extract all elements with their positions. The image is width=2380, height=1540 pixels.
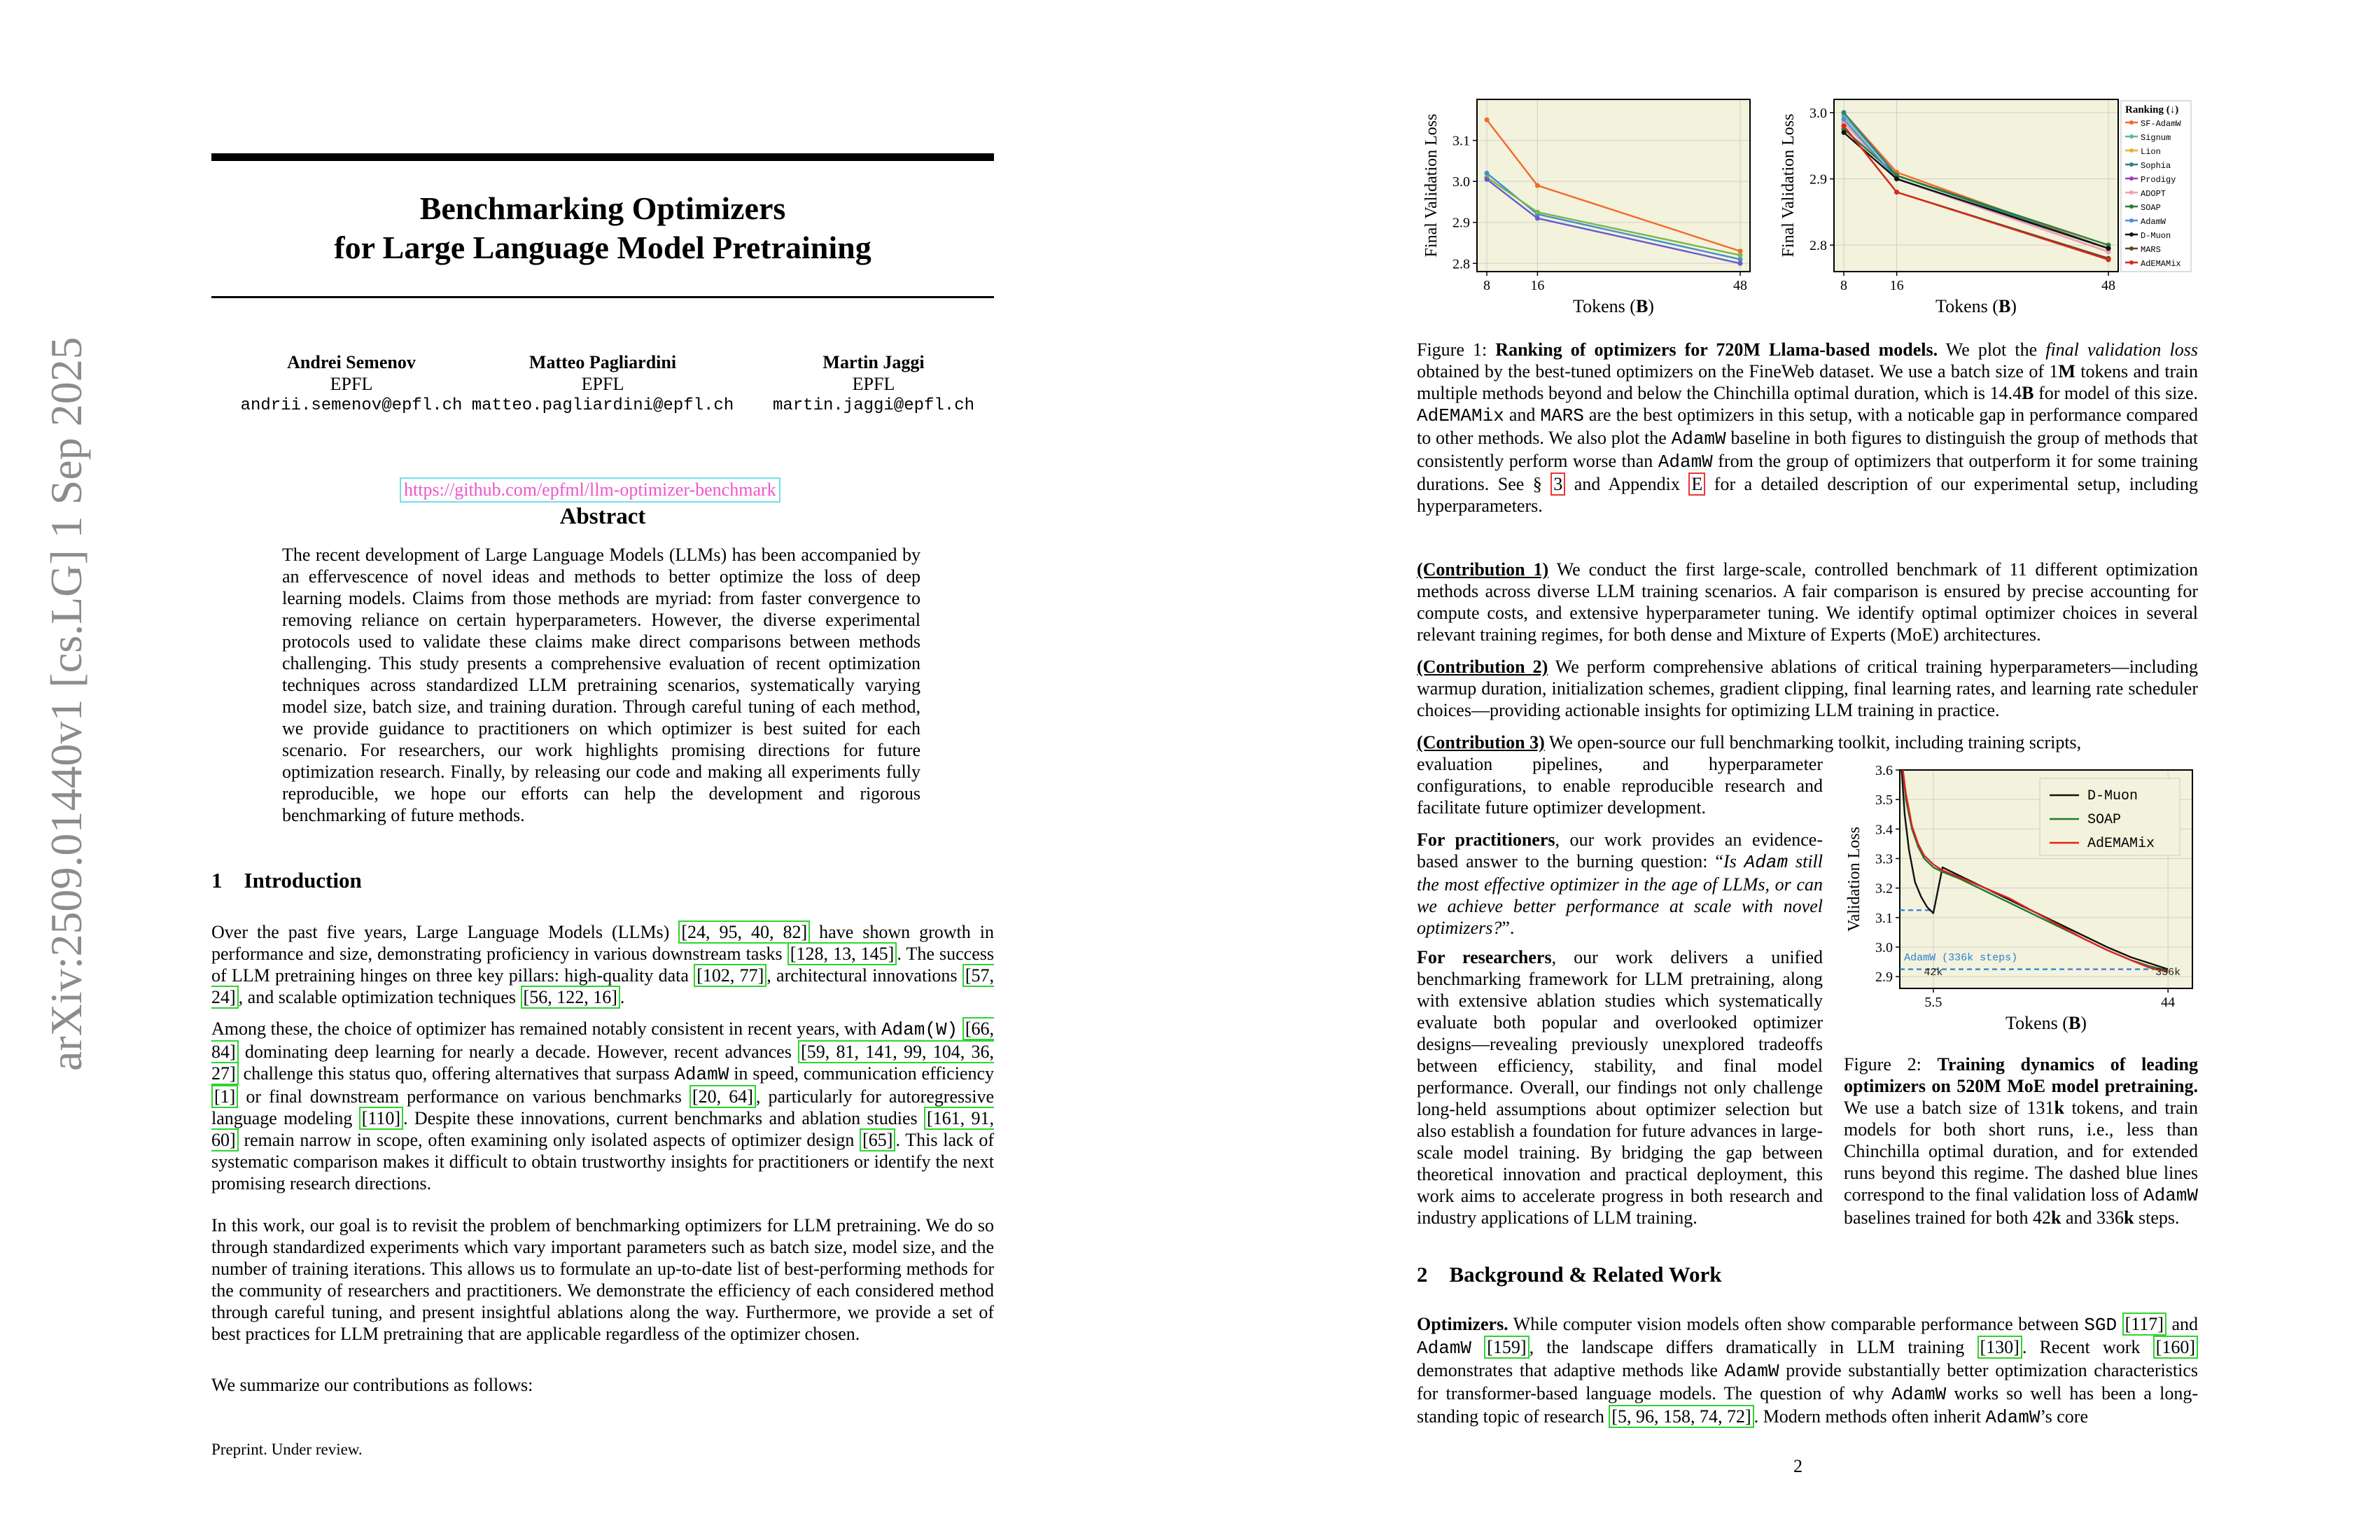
text: Is bbox=[1723, 851, 1744, 872]
y-tick-label: 3.1 bbox=[1452, 133, 1470, 149]
x-tick-label: 8 bbox=[1483, 278, 1490, 293]
y-tick-label: 3.0 bbox=[1452, 174, 1470, 190]
text: ”. bbox=[1502, 918, 1515, 938]
contribution-3-rest: evaluation pipelines, and hyperparameter configurations, to enable reproducible research and facilitate future optimizer development. bbox=[1417, 754, 1823, 818]
data-point bbox=[1842, 130, 1847, 135]
author-affiliation: EPFL bbox=[852, 374, 895, 394]
legend-entry: SF-AdamW bbox=[2141, 119, 2181, 129]
x-axis-label-part: ) bbox=[2010, 296, 2017, 316]
data-point bbox=[1738, 261, 1743, 266]
text: and bbox=[2166, 1314, 2199, 1334]
contribution-label: (Contribution 1) bbox=[1417, 559, 1549, 580]
title-rule-top bbox=[211, 153, 994, 161]
legend-entry: AdamW bbox=[2141, 217, 2166, 227]
intro-paragraph-4: We summarize our contributions as follows: bbox=[211, 1375, 533, 1395]
text: demonstrates that adaptive methods like bbox=[1417, 1360, 1725, 1380]
text: works so well has been a long-standing topic of research bbox=[1417, 1383, 2198, 1427]
legend-marker bbox=[2129, 120, 2134, 125]
text: tokens, and train models for both short runs, i.e., less than Chinchilla optimal duration, and for extended runs beyond this regime. The dashed blue lines correspond to the final validation loss of bbox=[1844, 1098, 2198, 1205]
author-name: Matteo Pagliardini bbox=[528, 352, 677, 372]
legend-marker bbox=[2129, 232, 2134, 237]
intro-paragraph-3: In this work, our goal is to revisit the problem of benchmarking optimizers for LLM pretraining. We do so through standardized experiments which vary important parameters such as batch size, model size, and the number of training iterations. This allows us to formulate an up-to-date list of best-performing methods for the community of researchers and practitioners. We demonstrate the efficiency of each considered method through careful tuning, and present insightful ablations along the way. Furthermore, we provide a set of best practices for LLM pretraining that are applicable regardless of the optimizer chosen. bbox=[211, 1215, 994, 1344]
text: in speed, communication efficiency bbox=[729, 1063, 994, 1084]
citation-link[interactable]: [130] bbox=[1977, 1336, 2022, 1359]
data-point bbox=[1485, 177, 1490, 182]
author-3 bbox=[727, 351, 1021, 416]
text: While computer vision models often show comparable performance between bbox=[1508, 1314, 2085, 1334]
y-tick-label: 3.6 bbox=[1875, 763, 1893, 778]
data-point bbox=[2106, 257, 2111, 262]
citation-link[interactable]: [161, 91, 60] bbox=[211, 1108, 994, 1150]
paragraph-label: Optimizers. bbox=[1417, 1314, 1508, 1334]
text: tokens and train multiple methods beyond and below the Chinchilla optimal duration, which is 14.4 bbox=[1417, 361, 2198, 403]
text: , our work provides an evidence-based answer to the burning question: “ bbox=[1417, 830, 1823, 872]
contribution-1 bbox=[1417, 559, 2198, 645]
legend-entry: Signum bbox=[2141, 133, 2171, 143]
y-tick-label: 3.2 bbox=[1875, 881, 1893, 897]
figure-2-caption bbox=[1844, 1054, 2198, 1228]
data-point bbox=[2106, 246, 2111, 251]
legend-entry: Sophia bbox=[2141, 161, 2171, 171]
x-tick-label: 5.5 bbox=[1924, 995, 1942, 1010]
x-axis-label-part: Tokens ( bbox=[2005, 1013, 2068, 1033]
text: . This lack of systematic comparison makes it difficult to obtain trustworthy insights for practitioners or identify the next promising research directions. bbox=[211, 1130, 994, 1194]
text: . bbox=[620, 987, 625, 1007]
caption-title: Training dynamics of leading optimizers on 520M MoE model pretraining. bbox=[1844, 1054, 2198, 1096]
author-2 bbox=[456, 351, 750, 416]
citation-link[interactable]: [24, 95, 40, 82] bbox=[678, 920, 810, 944]
text: provide substantially better optimization characteristics for transformer-based language models. The question of why bbox=[1417, 1360, 2198, 1404]
legend-entry: SOAP bbox=[2087, 812, 2122, 828]
legend-entry: AdEMAMix bbox=[2087, 836, 2155, 852]
y-tick-label: 2.9 bbox=[1809, 172, 1827, 188]
text: and bbox=[1504, 405, 1541, 425]
code-text: AdamW bbox=[674, 1064, 729, 1085]
legend-entry: AdEMAMix bbox=[2141, 259, 2181, 269]
page-number: 2 bbox=[1793, 1456, 1802, 1476]
y-tick-label: 3.1 bbox=[1875, 910, 1893, 926]
text: . Modern methods often inherit bbox=[1754, 1406, 1986, 1427]
legend-marker bbox=[2129, 134, 2134, 139]
researchers-paragraph bbox=[1417, 946, 1823, 1228]
legend-marker bbox=[2129, 162, 2134, 167]
x-axis-label bbox=[1573, 296, 1654, 316]
background-heading: 2 Background & Related Work bbox=[1417, 1262, 1722, 1287]
legend-marker bbox=[2129, 148, 2134, 153]
data-point bbox=[1842, 117, 1847, 122]
x-tick-label: 48 bbox=[2101, 278, 2115, 293]
intro-paragraph-2 bbox=[211, 1018, 994, 1194]
caption-label: Figure 1: bbox=[1417, 340, 1496, 360]
title-rule-bottom bbox=[211, 296, 994, 298]
data-point bbox=[1485, 118, 1490, 122]
data-point bbox=[1842, 123, 1847, 128]
citation-link[interactable]: [56, 122, 16] bbox=[521, 986, 620, 1009]
y-tick-label: 2.8 bbox=[1809, 238, 1827, 254]
code-text: Adam(W) bbox=[881, 1019, 958, 1040]
text: or final downstream performance on various benchmarks bbox=[238, 1086, 690, 1107]
citation-link[interactable]: [5, 96, 158, 74, 72] bbox=[1609, 1405, 1754, 1428]
data-point bbox=[1535, 216, 1540, 220]
x-tick-label: 8 bbox=[1840, 278, 1847, 293]
citation-link[interactable]: [59, 81, 141, 99, 104, 36, 27] bbox=[211, 1042, 994, 1084]
data-point bbox=[1842, 110, 1847, 115]
x-tick-label: 44 bbox=[2161, 995, 2176, 1010]
y-tick-label: 2.9 bbox=[1452, 215, 1470, 231]
text: , particularly for autoregressive language modeling bbox=[211, 1086, 994, 1128]
appendix-ref-link[interactable]: E bbox=[1688, 472, 1705, 496]
abstract-heading: Abstract bbox=[559, 504, 646, 529]
author-block bbox=[211, 351, 994, 421]
code-text: AdamW bbox=[1891, 1384, 1947, 1405]
author-email[interactable]: andrii.semenov@epfl.ch bbox=[240, 396, 463, 415]
x-axis-label-part: B bbox=[1635, 296, 1648, 316]
text: baseline in both figures to distinguish the group of methods that consistently perform worse than bbox=[1417, 428, 2198, 471]
legend-entry: MARS bbox=[2141, 245, 2161, 255]
abstract-text: The recent development of Large Language Models (LLMs) has been accompanied by an effervescence of novel ideas and methods to better optimize the loss of deep learning models. Claims from those methods are myriad: from faster convergence to removing reliance on certain hyperparameters. However, the diverse experimental protocols used to validate these claims make direct comparisons between methods challenging. This study presents a comprehensive evaluation of recent optimization techniques across standardized LLM pretraining scenarios, systematically varying model size, batch size, and training duration. Through careful tuning of each method, we provide guidance to practitioners on which optimizer is best suited for each scenario. For researchers, our work highlights promising directions for future optimization research. Finally, by releasing our code and making all experiments fully reproducible, we hope our efforts can help the development and rigorous benchmarking of future methods. bbox=[282, 545, 920, 825]
text: Among these, the choice of optimizer has remained notably consistent in recent years, with bbox=[211, 1018, 881, 1039]
intro-paragraph-1 bbox=[211, 921, 994, 1008]
citation-link[interactable]: [57, 24] bbox=[211, 965, 994, 1007]
data-point bbox=[1535, 183, 1540, 188]
code-text: AdamW bbox=[1417, 1338, 1472, 1359]
text: , and scalable optimization techniques bbox=[238, 987, 521, 1007]
legend-title: Ranking (↓) bbox=[2125, 104, 2179, 115]
x-tick-label: 48 bbox=[1733, 278, 1747, 293]
citation-link[interactable]: [102, 77] bbox=[694, 964, 766, 987]
code-text: AdamW bbox=[1658, 451, 1713, 472]
contribution-3-first-line bbox=[1417, 732, 2198, 753]
text: for model of this size. bbox=[2033, 383, 2198, 403]
text: We conduct the first large-scale, controlled benchmark of 11 different optimization methods across diverse LLM training scenarios. A fair comparison is ensured by precise accounting for compute costs, and extensive hyperparameter tuning. We identify optimal optimizer choices in several relevant training regimes, for both dense and Mixture of Experts (MoE) architectures. bbox=[1417, 559, 2198, 645]
data-point bbox=[1738, 253, 1743, 258]
author-1 bbox=[204, 351, 498, 416]
author-name: Andrei Semenov bbox=[287, 352, 416, 372]
caption-label: Figure 2: bbox=[1844, 1054, 1938, 1074]
text: k bbox=[2054, 1098, 2064, 1118]
legend-marker bbox=[2129, 190, 2134, 195]
paper-title bbox=[211, 189, 994, 267]
x-axis-label-part: Tokens ( bbox=[1573, 296, 1636, 316]
intro-heading: 1 Introduction bbox=[211, 868, 362, 892]
x-tick-label: 16 bbox=[1530, 278, 1545, 293]
legend-entry: ADOPT bbox=[2141, 189, 2166, 199]
text: and Appendix bbox=[1565, 474, 1689, 494]
text: final validation loss bbox=[2045, 340, 2198, 360]
text: steps. bbox=[2134, 1208, 2180, 1228]
legend-entry: SOAP bbox=[2141, 203, 2161, 213]
figure-1-right-chart bbox=[1764, 84, 2212, 322]
chart-annotation: 336k bbox=[2155, 967, 2181, 979]
title-line-2: for Large Language Model Pretraining bbox=[334, 230, 872, 265]
y-tick-label: 2.9 bbox=[1875, 969, 1893, 986]
chart-annotation: AdamW (336k steps) bbox=[1904, 951, 2018, 964]
paragraph-label: For researchers bbox=[1417, 947, 1552, 967]
text: have shown growth in performance and size, demonstrating proficiency in various downstream tasks bbox=[211, 922, 994, 964]
text: and 336 bbox=[2061, 1208, 2124, 1228]
text: . The success of LLM pretraining hinges on three key pillars: high-quality data bbox=[211, 944, 994, 986]
legend-entry: D-Muon bbox=[2141, 231, 2171, 241]
contribution-label: (Contribution 3) bbox=[1417, 732, 1545, 752]
text: still the most effective optimizer in the age of LLMs, or can we achieve better performance at scale with novel optimizers? bbox=[1417, 851, 1823, 938]
code-text: AdamW bbox=[1671, 428, 1726, 449]
text: ’s core bbox=[2040, 1406, 2089, 1427]
text: , our work delivers a unified benchmarking framework for LLM pretraining, along with extensive ablation studies which systematically evaluate both popular and overlooked optimizer designs—revealing previously unexplored tradeoffs between efficiency, stability, and final model performance. Overall, our findings not only challenge long-held assumptions about optimizer selection but also establish a foundation for future advances in large-scale model training. By bridging the gap between theoretical innovation and practical deployment, this work aims to accelerate progress in both research and industry applications of LLM training. bbox=[1417, 947, 1823, 1228]
figure-1-left-chart bbox=[1407, 84, 1764, 322]
y-axis-label: Final Validation Loss bbox=[1779, 113, 1798, 258]
x-axis-label bbox=[1935, 296, 2017, 316]
citation-link[interactable]: [117] bbox=[2122, 1312, 2166, 1336]
author-affiliation: EPFL bbox=[581, 374, 624, 394]
title-line-1: Benchmarking Optimizers bbox=[419, 190, 786, 226]
text: dominating deep learning for nearly a decade. However, recent advances bbox=[238, 1042, 799, 1062]
arxiv-stamp: arXiv:2509.01440v1 [cs.LG] 1 Sep 2025 bbox=[41, 337, 91, 1071]
x-tick-label: 16 bbox=[1889, 278, 1904, 293]
author-email[interactable]: martin.jaggi@epfl.ch bbox=[772, 396, 975, 415]
text: . Recent work bbox=[2022, 1337, 2153, 1357]
paragraph-label: For practitioners bbox=[1417, 830, 1555, 850]
legend-marker bbox=[2129, 176, 2134, 181]
text: for a detailed description of our experimental setup, including hyperparameters. bbox=[1417, 474, 2198, 516]
text: We use a batch size of 131 bbox=[1844, 1098, 2054, 1118]
citation-link[interactable]: [159] bbox=[1484, 1336, 1529, 1359]
y-tick-label: 3.0 bbox=[1875, 939, 1893, 955]
legend-marker bbox=[2129, 260, 2134, 265]
citation-link[interactable]: [20, 64] bbox=[690, 1085, 756, 1108]
github-link[interactable]: https://github.com/epfml/llm-optimizer-benchmark bbox=[400, 477, 780, 503]
x-axis-label-part: B bbox=[2068, 1013, 2081, 1033]
text: We open-source our full benchmarking toolkit, including training scripts, bbox=[1544, 732, 2082, 752]
citation-link[interactable]: [1] bbox=[211, 1085, 238, 1108]
x-axis-label-part: ) bbox=[1648, 296, 1654, 316]
text: k bbox=[2051, 1208, 2062, 1228]
text: are the best optimizers in this setup, with a noticable gap in performance compared to other methods. We also plot the bbox=[1417, 405, 2199, 448]
legend-entry: D-Muon bbox=[2087, 788, 2138, 804]
text: , architectural innovations bbox=[766, 965, 962, 986]
author-name: Martin Jaggi bbox=[822, 352, 925, 372]
practitioners-paragraph bbox=[1417, 829, 1823, 939]
x-axis-label-part: ) bbox=[2080, 1013, 2087, 1033]
section-ref-link[interactable]: 3 bbox=[1550, 472, 1565, 496]
text: from the group of optimizers that outperform it for some training durations. See § bbox=[1417, 451, 2198, 494]
x-axis-label bbox=[2005, 1013, 2087, 1033]
legend-entry: Lion bbox=[2141, 147, 2161, 157]
footer-note: Preprint. Under review. bbox=[211, 1441, 363, 1458]
legend-marker bbox=[2129, 246, 2134, 251]
data-point bbox=[1894, 190, 1899, 195]
y-axis-label: Final Validation Loss bbox=[1422, 113, 1441, 258]
code-text: AdamW bbox=[1985, 1407, 2040, 1428]
legend bbox=[2121, 101, 2191, 272]
citation-link[interactable]: [110] bbox=[359, 1107, 403, 1130]
caption-title: Ranking of optimizers for 720M Llama-based models. bbox=[1495, 340, 1938, 360]
citation-link[interactable]: [128, 13, 145] bbox=[788, 942, 897, 965]
code-text: MARS bbox=[1540, 405, 1584, 426]
contribution-2 bbox=[1417, 656, 2198, 721]
optimizers-paragraph bbox=[1417, 1313, 2198, 1429]
code-text: SGD bbox=[2084, 1315, 2118, 1336]
figure-1-caption bbox=[1417, 339, 2198, 517]
text: k bbox=[2124, 1208, 2134, 1228]
y-tick-label: 3.5 bbox=[1875, 792, 1893, 808]
data-point bbox=[1894, 176, 1899, 181]
y-tick-label: 3.3 bbox=[1875, 851, 1893, 867]
code-text: Adam bbox=[1744, 852, 1788, 873]
legend-marker bbox=[2129, 218, 2134, 223]
data-point bbox=[1535, 210, 1540, 215]
text: obtained by the best-tuned optimizers on the FineWeb dataset. We use a batch size of 1 bbox=[1417, 361, 2059, 382]
text: challenge this status quo, offering alternatives that surpass bbox=[238, 1063, 675, 1084]
plot-area bbox=[1477, 99, 1750, 272]
citation-link[interactable]: [160] bbox=[2153, 1336, 2198, 1359]
code-text: AdEMAMix bbox=[1417, 405, 1504, 426]
contribution-label: (Contribution 2) bbox=[1417, 657, 1548, 677]
text: . Despite these innovations, current benchmarks and ablation studies bbox=[403, 1108, 924, 1128]
code-text: AdamW bbox=[2143, 1185, 2198, 1206]
figure-2-chart bbox=[1841, 763, 2205, 1050]
text: We perform comprehensive ablations of critical training hyperparameters—including warmup duration, initialization schemes, gradient clipping, final learning rates, and learning rate scheduler choices—providing actionable insights for optimizing LLM training in practice. bbox=[1417, 657, 2198, 720]
chart-annotation: 42k bbox=[1924, 967, 1943, 979]
citation-link[interactable]: [66, 84] bbox=[211, 1018, 995, 1062]
code-text: AdamW bbox=[1724, 1361, 1779, 1382]
text: remain narrow in scope, often examining only isolated aspects of optimizer design bbox=[238, 1130, 860, 1150]
legend bbox=[2040, 778, 2180, 855]
y-tick-label: 3.0 bbox=[1809, 105, 1827, 121]
y-tick-label: 2.8 bbox=[1452, 256, 1470, 272]
x-axis-label-part: Tokens ( bbox=[1935, 296, 1998, 316]
text: Over the past five years, Large Language Models (LLMs) bbox=[211, 922, 679, 942]
plot-area bbox=[1834, 99, 2118, 272]
legend-marker bbox=[2129, 204, 2134, 209]
text: We plot the bbox=[1938, 340, 2046, 360]
text: B bbox=[2022, 383, 2034, 403]
y-axis-label: Validation Loss bbox=[1845, 827, 1863, 932]
text: baselines trained for both 42 bbox=[1844, 1208, 2052, 1228]
legend-entry: Prodigy bbox=[2141, 175, 2176, 185]
citation-link[interactable]: [65] bbox=[860, 1128, 895, 1152]
text: M bbox=[2058, 361, 2076, 382]
y-tick-label: 3.4 bbox=[1875, 822, 1893, 838]
x-axis-label-part: B bbox=[1998, 296, 2011, 316]
author-affiliation: EPFL bbox=[330, 374, 373, 394]
text: , the landscape differs dramatically in LLM training bbox=[1529, 1337, 1977, 1357]
author-email[interactable]: matteo.pagliardini@epfl.ch bbox=[471, 396, 734, 415]
